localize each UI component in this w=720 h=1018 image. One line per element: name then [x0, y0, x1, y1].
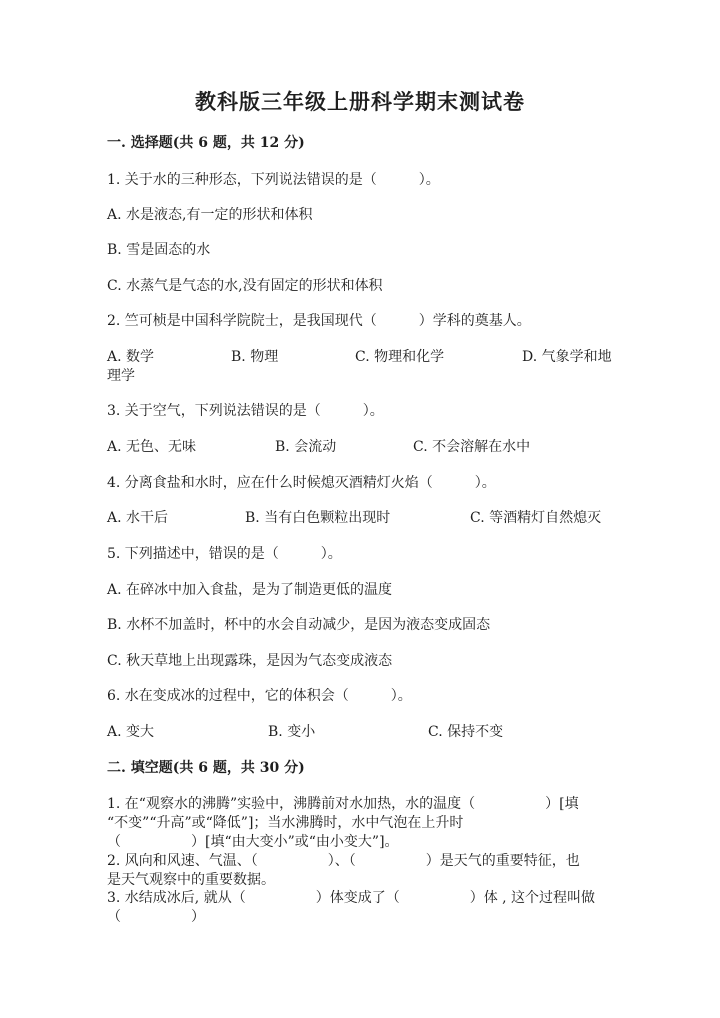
- section-heading-fill: 二. 填空题(共 6 题，共 30 分): [107, 760, 305, 776]
- fill-question-line: 2. 风向和风速、气温、（ ）、（ ）是天气的重要特征，也: [107, 853, 580, 869]
- page-title: 教科版三年级上册科学期末测试卷: [195, 89, 525, 114]
- answer-option: B. 变小: [268, 724, 316, 740]
- answer-option: A. 水干后: [107, 510, 169, 526]
- answer-option: C. 等酒精灯自然熄灭: [470, 510, 602, 526]
- question-stem: 6. 水在变成冰的过程中，它的体积会（ ）。: [107, 688, 412, 704]
- answer-option: B. 雪是固态的水: [107, 242, 211, 258]
- question-stem: 2. 竺可桢是中国科学院院士，是我国现代（ ）学科的奠基人。: [107, 313, 531, 329]
- question-stem: 3. 关于空气，下列说法错误的是（ ）。: [107, 403, 384, 419]
- answer-option: C. 物理和化学: [355, 349, 445, 365]
- fill-question-line: “不变”“升高”或“降低”]；当水沸腾时，水中气泡在上升时: [107, 815, 464, 831]
- answer-option: D. 气象学和地: [522, 349, 612, 365]
- answer-option: C. 保持不变: [428, 724, 504, 740]
- answer-option: A. 在碎冰中加入食盐，是为了制造更低的温度: [107, 582, 393, 598]
- question-stem: 5. 下列描述中，错误的是（ ）。: [107, 546, 342, 562]
- answer-option: B. 当有白色颗粒出现时: [245, 510, 391, 526]
- fill-question-line: 3. 水结成冰后, 就从（ ）体变成了（ ）体 , 这个过程叫做: [107, 890, 596, 906]
- question-stem: 4. 分离食盐和水时，应在什么时候熄灭酒精灯火焰（ ）。: [107, 475, 496, 491]
- answer-option: A. 数学: [107, 349, 155, 365]
- answer-option: A. 无色、无味: [107, 439, 197, 455]
- answer-option: C. 不会溶解在水中: [413, 439, 531, 455]
- answer-option: B. 会流动: [275, 439, 337, 455]
- fill-question-line: 是天气观察中的重要数据。: [107, 872, 275, 888]
- fill-question-line: （ ）[填“由大变小”或“由小变大”]。: [107, 834, 399, 850]
- fill-question-line: （ ）: [107, 909, 205, 925]
- answer-option: C. 水蒸气是气态的水,没有固定的形状和体积: [107, 278, 383, 294]
- question-stem: 1. 关于水的三种形态，下列说法错误的是（ ）。: [107, 172, 440, 188]
- answer-option: A. 变大: [107, 724, 155, 740]
- answer-option: B. 物理: [231, 349, 279, 365]
- answer-option: B. 水杯不加盖时，杯中的水会自动减少，是因为液态变成固态: [107, 617, 491, 633]
- answer-option-wrap: 理学: [107, 368, 135, 384]
- answer-option: C. 秋天草地上出现露珠，是因为气态变成液态: [107, 653, 393, 669]
- section-heading-choice: 一. 选择题(共 6 题，共 12 分): [107, 135, 305, 151]
- fill-question-line: 1. 在“观察水的沸腾”实验中，沸腾前对水加热，水的温度（ ）[填: [107, 796, 579, 812]
- answer-option: A. 水是液态,有一定的形状和体积: [107, 207, 313, 223]
